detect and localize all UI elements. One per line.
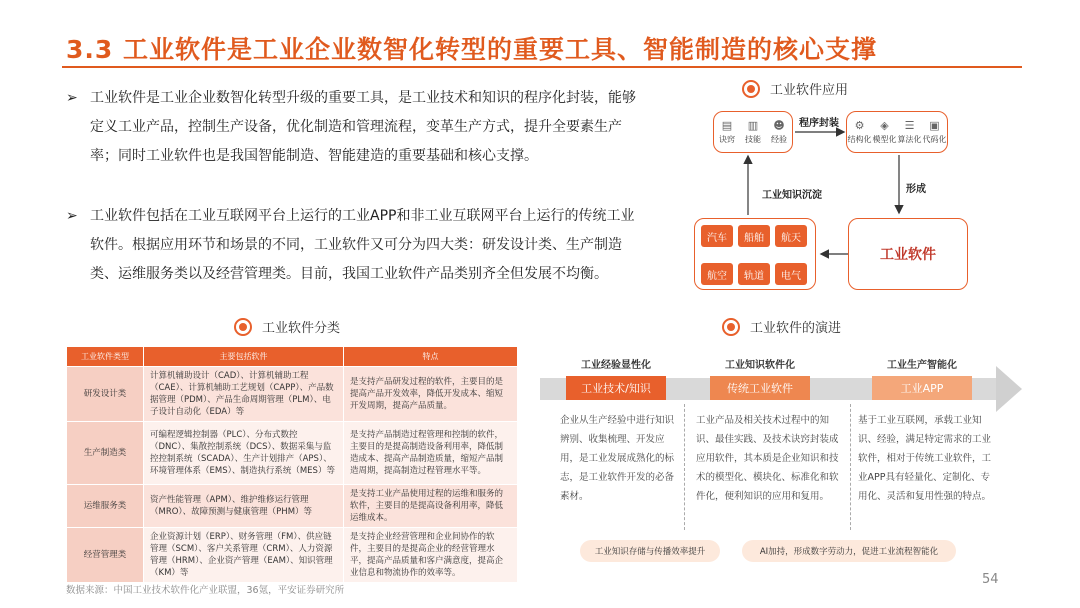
form-label: 形成 [906, 184, 926, 195]
stage-title-1: 工业经验显性化 [581, 360, 651, 371]
efficiency-pill: 工业知识存储与传播效率提升 [580, 540, 720, 562]
table-row [67, 485, 518, 528]
industry-chip: 轨道 [738, 263, 770, 285]
knowledge-sediment-label: 工业知识沉淀 [762, 190, 822, 201]
industry-chip: 汽车 [701, 225, 733, 247]
software-cell: 企业资源计划（ERP）、财务管理（FM）、供应链管理（SCM）、客户关系管理（CRM）、人力资源管理（HRM）、企业资产管理（EAM）、知识管理（KM）等 [144, 528, 344, 583]
table-row [67, 528, 518, 583]
model-item: ◈ 模型化 [872, 119, 897, 144]
cube-icon: ◈ [880, 119, 889, 132]
type-cell: 运维服务类 [67, 485, 144, 528]
table-row [67, 422, 518, 485]
software-cell: 计算机辅助设计（CAD）、计算机辅助工程（CAE）、计算机辅助工艺规划（CAPP）、产品数据管理（PDM）、产品生命周期管理（PLM）、电子设计自动化（EDA）等 [144, 367, 344, 422]
gear-icon: ⚙ [854, 119, 865, 132]
target-icon [234, 318, 252, 336]
knowledge-item: ☻ 经验 [771, 119, 787, 144]
stage-divider [850, 404, 851, 530]
data-source: 数据来源：中国工业技术软件化产业联盟，36氪，平安证券研究所 [66, 585, 345, 596]
classification-heading [234, 317, 340, 336]
person-icon: ☻ [773, 119, 785, 132]
bullet-paragraph-2 [66, 202, 646, 289]
code-icon: ▣ [929, 119, 940, 132]
feature-cell: 是支持产品制造过程管理和控制的软件，主要目的是提高制造设备利用率，降低制造成本、提高产品制造质量，缩短产品制造周期，提高制造过程管理水平等。 [344, 422, 518, 485]
list-icon: ☰ [904, 119, 915, 132]
table-row [67, 367, 518, 422]
type-cell: 生产制造类 [67, 422, 144, 485]
industry-chip: 航空 [701, 263, 733, 285]
ai-pill: AI加持，形成数字劳动力，促进工业流程智能化 [742, 540, 956, 562]
arrow-bullet-icon: ➢ [66, 90, 78, 106]
page-number: 54 [982, 572, 999, 587]
table-header-row [67, 347, 518, 367]
bullet-text: 工业软件包括在工业互联网平台上运行的工业APP和非工业互联网平台上运行的传统工业软件。根据应用环节和场景的不同，工业软件又可分为四大类：研发设计类、生产制造类、运维服务类以及经营管理类。目前，我国工业软件产品类别齐全但发展不均衡。 [90, 208, 635, 282]
target-icon [722, 318, 740, 336]
feature-cell: 是支持产品研发过程的软件，主要目的是提高产品开发效率，降低开发成本、缩短开发周期，提高产品质量。 [344, 367, 518, 422]
feature-cell: 是支持企业经营管理和企业间协作的软件，主要目的是提高企业的经营管理水平，提高产品质量和客户满意度，提高企业信息和物流协作的效率等。 [344, 528, 518, 583]
arrow-bullet-icon: ➢ [66, 208, 78, 224]
section-heading-text: 工业软件应用 [770, 83, 849, 98]
industry-chip: 航天 [775, 225, 807, 247]
industries-box [694, 218, 816, 290]
stage-desc-3: 基于工业互联网，承载工业知识、经验，满足特定需求的工业软件，相对于传统工业软件，工业APP具有轻量化、定制化、专用化、灵活和复用性强的特点。 [858, 415, 992, 502]
target-icon [742, 80, 760, 98]
section-heading-text: 工业软件分类 [262, 321, 341, 336]
bullet-paragraph-1 [66, 84, 646, 171]
stage-desc-2: 工业产品及相关技术过程中的知识、最佳实践、及技术诀窍封装成应用软件，其本质是企业知识和技术的模型化、模块化、标准化和软件化，便利知识的应用和复用。 [696, 415, 839, 502]
stage-divider [684, 404, 685, 530]
header-software: 主要包括软件 [144, 347, 344, 367]
evolution-arrow-head [996, 366, 1022, 412]
type-cell: 研发设计类 [67, 367, 144, 422]
evolution-heading [722, 317, 841, 336]
page-title: 3.3 工业软件是工业企业数智化转型的重要工具、智能制造的核心支撑 [66, 35, 877, 64]
stage-desc-1: 企业从生产经验中进行知识辨别、收集梳理、开发应用，是工业发展成熟化的标志，是工业软件开发的必备素材。 [560, 415, 675, 502]
title-divider [62, 66, 1022, 68]
stage-title-2: 工业知识软件化 [725, 360, 795, 371]
header-type: 工业软件类型 [67, 347, 144, 367]
industrial-software-box: 工业软件 [848, 218, 968, 290]
stage-box-1: 工业技术/知识 [566, 376, 666, 400]
classification-table [66, 346, 518, 583]
knowledge-item: ▤ 诀窍 [719, 119, 735, 144]
stage-title-3: 工业生产智能化 [887, 360, 957, 371]
type-cell: 经营管理类 [67, 528, 144, 583]
feature-cell: 是支持工业产品使用过程的运维和服务的软件，主要目的是提高设备利用率，降低运维成本。 [344, 485, 518, 528]
document-icon: ▤ [721, 119, 733, 132]
industry-chip: 电气 [775, 263, 807, 285]
model-item: ⚙ 结构化 [847, 119, 872, 144]
model-item: ▣ 代码化 [922, 119, 947, 144]
stage-box-2: 传统工业软件 [710, 376, 810, 400]
industry-chip: 船舶 [738, 225, 770, 247]
software-cell: 资产性能管理（APM）、维护维修运行管理（MRO）、故障预测与健康管理（PHM）等 [144, 485, 344, 528]
chart-icon: ▥ [747, 119, 759, 132]
encapsulate-label: 程序封装 [799, 118, 839, 129]
knowledge-item: ▥ 技能 [745, 119, 761, 144]
header-feature: 特点 [344, 347, 518, 367]
stage-box-3: 工业APP [872, 376, 972, 400]
software-cell: 可编程逻辑控制器（PLC）、分布式数控（DNC）、集散控制系统（DCS）、数据采集与监控控制系统（SCADA）、生产计划排产（APS）、环境管理体系（EMS）、制造执行系统（MES）等 [144, 422, 344, 485]
section-heading-text: 工业软件的演进 [750, 321, 842, 336]
app-diagram-heading [742, 79, 848, 98]
bullet-text: 工业软件是工业企业数智化转型升级的重要工具，是工业技术和知识的程序化封装，能够定义工业产品，控制生产设备，优化制造和管理流程，变革生产方式，提升全要素生产率；同时工业软件也是我国智能制造、智能建造的重要基础和核心支撑。 [90, 90, 636, 164]
model-item: ☰ 算法化 [897, 119, 922, 144]
